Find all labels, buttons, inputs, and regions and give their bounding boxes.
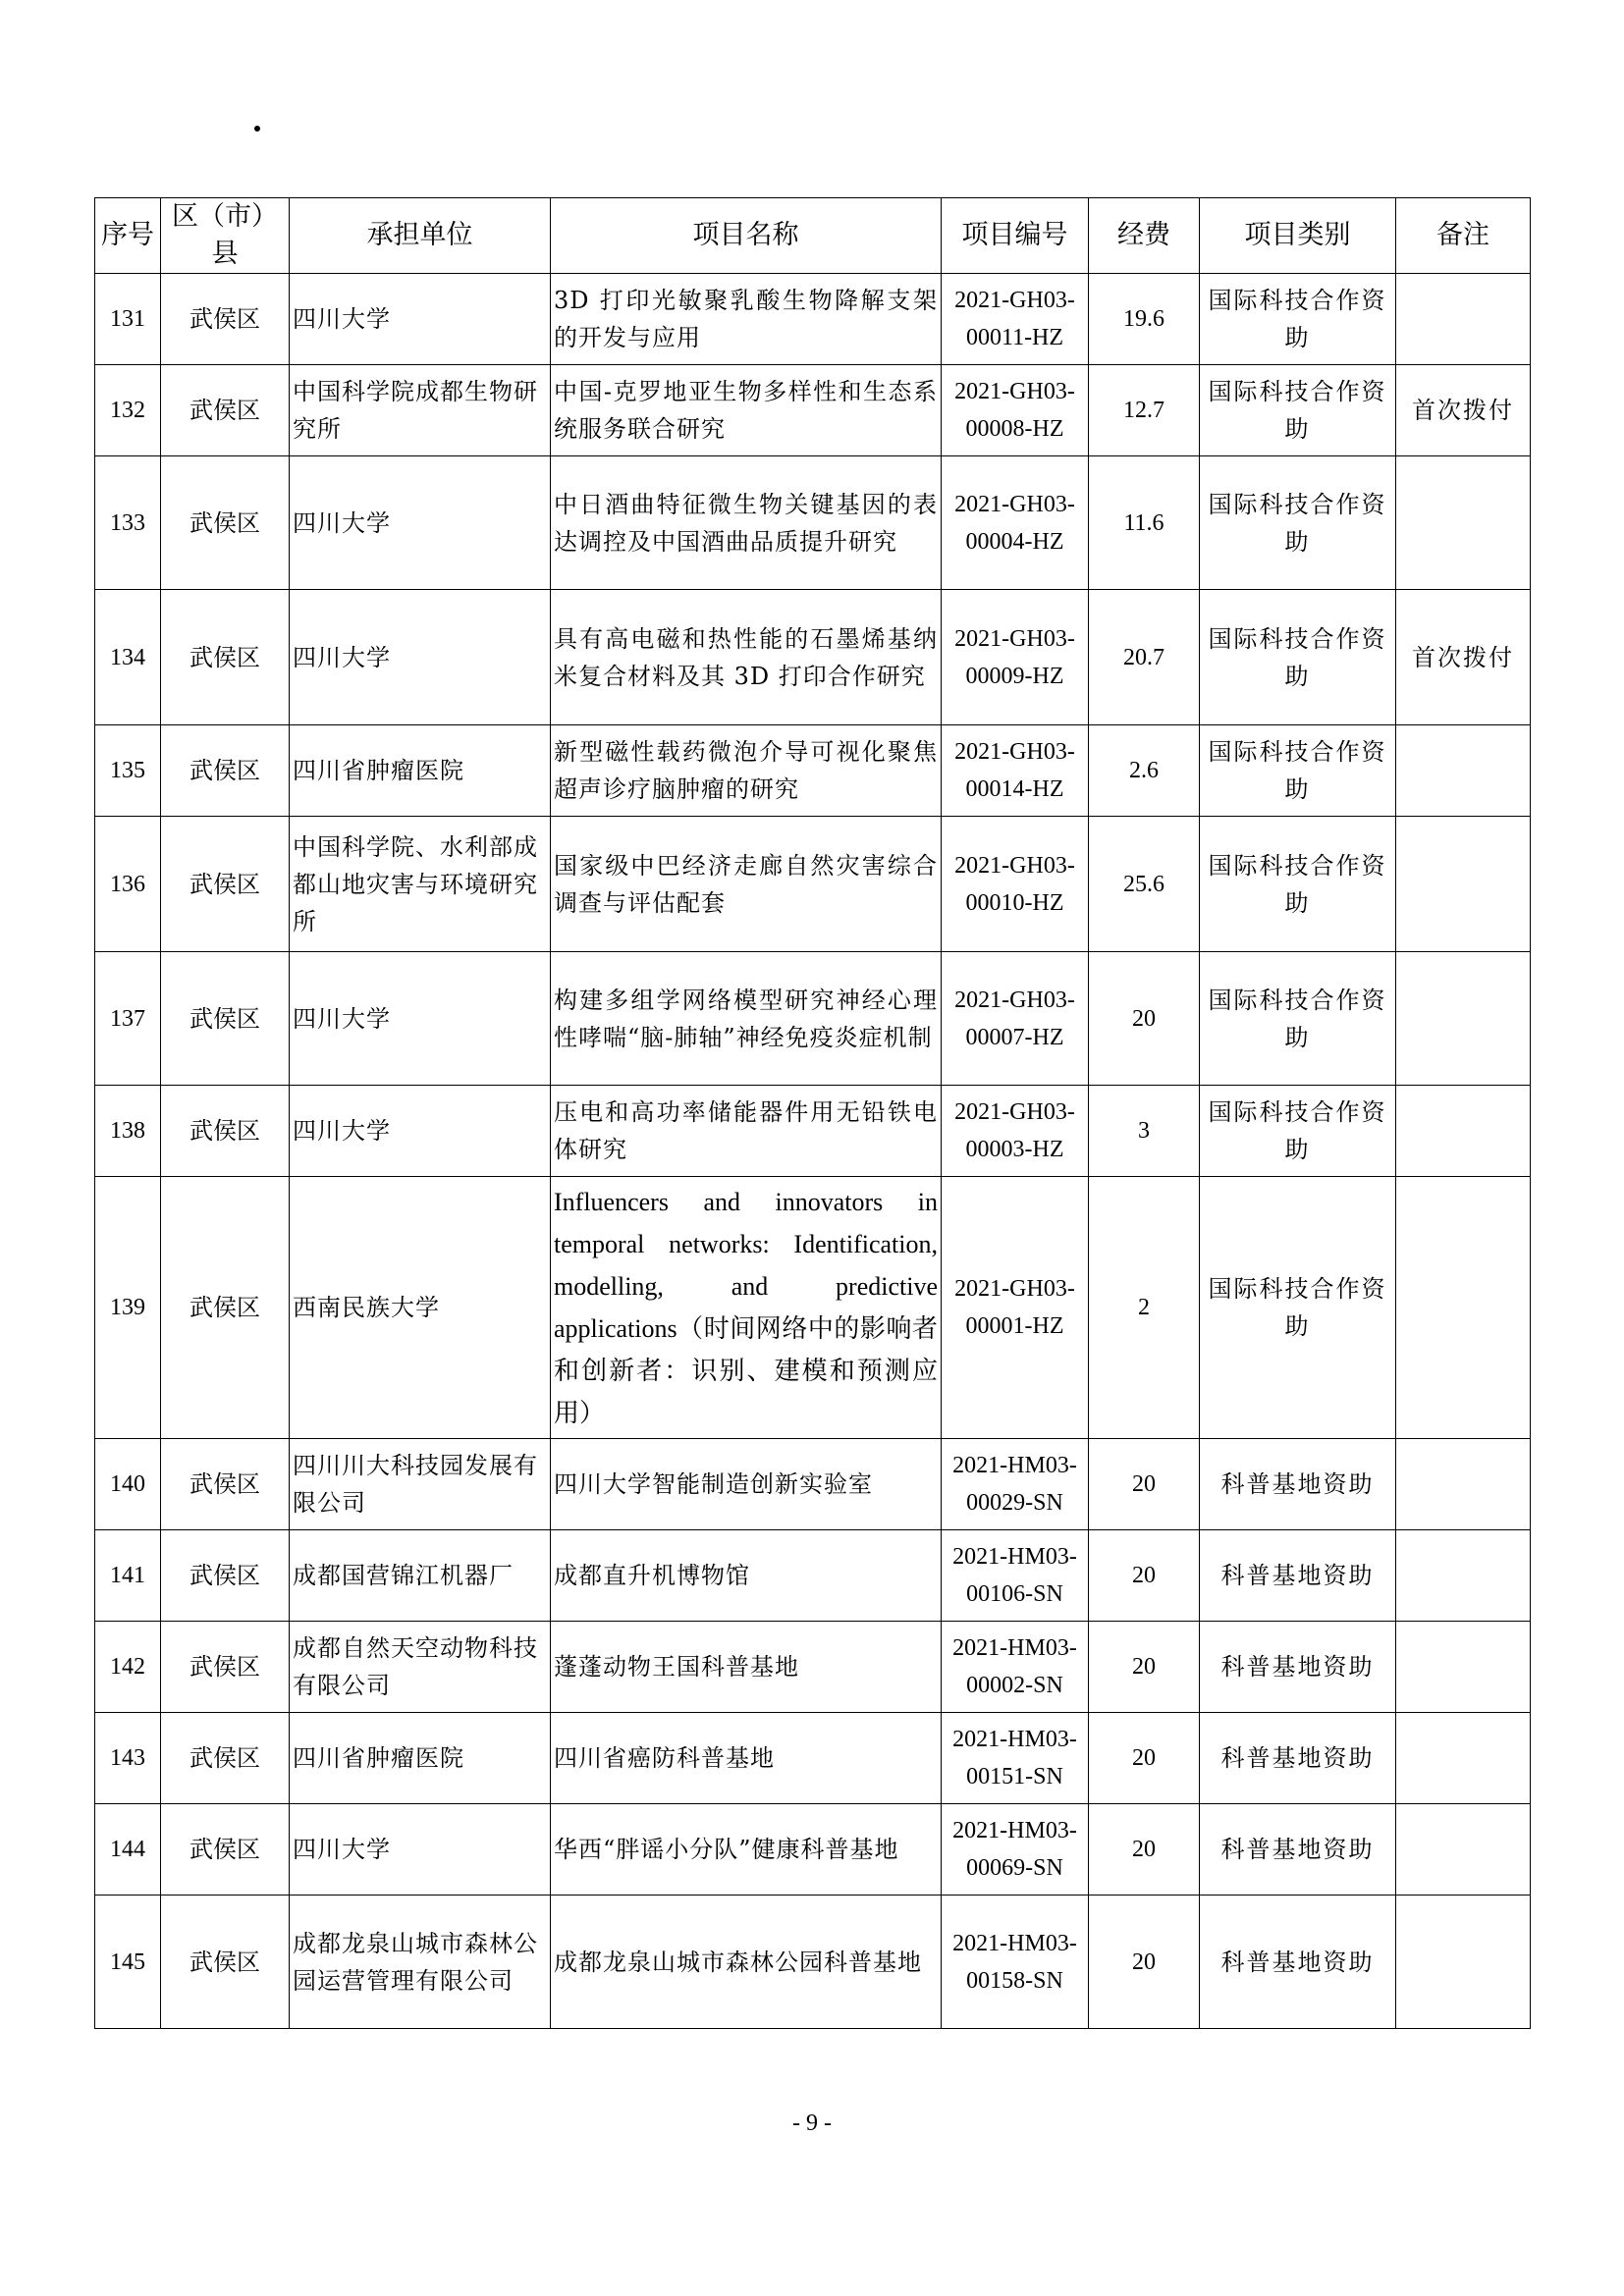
cell-project-name: 中日酒曲特征微生物关键基因的表达调控及中国酒曲品质提升研究 xyxy=(551,456,942,590)
cell-category: 国际科技合作资助 xyxy=(1200,952,1396,1086)
cell-district: 武侯区 xyxy=(161,725,290,817)
funding-table xyxy=(94,197,1531,2029)
cell-no: 136 xyxy=(95,817,161,952)
page-number: - 9 - xyxy=(792,2110,832,2136)
table-row xyxy=(95,952,1531,1086)
table-row xyxy=(95,365,1531,456)
cell-note xyxy=(1396,1177,1531,1439)
header-fee: 经费 xyxy=(1089,198,1200,274)
table-row xyxy=(95,1439,1531,1530)
cell-district: 武侯区 xyxy=(161,1713,290,1804)
cell-unit: 四川省肿瘤医院 xyxy=(290,1713,551,1804)
cell-district: 武侯区 xyxy=(161,1804,290,1896)
table-row xyxy=(95,1530,1531,1622)
cell-project-code: 2021-GH03-00007-HZ xyxy=(942,952,1089,1086)
cell-unit: 成都自然天空动物科技有限公司 xyxy=(290,1622,551,1713)
cell-fee: 25.6 xyxy=(1089,817,1200,952)
cell-note xyxy=(1396,456,1531,590)
cell-category: 科普基地资助 xyxy=(1200,1804,1396,1896)
cell-project-name: 华西“胖谣小分队”健康科普基地 xyxy=(551,1804,942,1896)
cell-note xyxy=(1396,274,1531,365)
cell-note xyxy=(1396,952,1531,1086)
cell-category: 国际科技合作资助 xyxy=(1200,817,1396,952)
cell-project-name: 中国-克罗地亚生物多样性和生态系统服务联合研究 xyxy=(551,365,942,456)
cell-project-code: 2021-HM03-00151-SN xyxy=(942,1713,1089,1804)
cell-project-name: 压电和高功率储能器件用无铅铁电体研究 xyxy=(551,1086,942,1177)
cell-category: 国际科技合作资助 xyxy=(1200,1086,1396,1177)
cell-district: 武侯区 xyxy=(161,456,290,590)
table-row xyxy=(95,1713,1531,1804)
cell-unit: 四川大学 xyxy=(290,274,551,365)
cell-note: 首次拨付 xyxy=(1396,365,1531,456)
cell-fee: 20 xyxy=(1089,1713,1200,1804)
cell-fee: 20.7 xyxy=(1089,590,1200,725)
cell-district: 武侯区 xyxy=(161,817,290,952)
cell-project-code: 2021-GH03-00004-HZ xyxy=(942,456,1089,590)
cell-district: 武侯区 xyxy=(161,1530,290,1622)
cell-unit: 四川省肿瘤医院 xyxy=(290,725,551,817)
cell-project-code: 2021-GH03-00011-HZ xyxy=(942,274,1089,365)
cell-fee: 20 xyxy=(1089,1622,1200,1713)
cell-district: 武侯区 xyxy=(161,1622,290,1713)
cell-category: 科普基地资助 xyxy=(1200,1713,1396,1804)
cell-category: 科普基地资助 xyxy=(1200,1622,1396,1713)
header-no: 序号 xyxy=(95,198,161,274)
cell-fee: 19.6 xyxy=(1089,274,1200,365)
cell-district: 武侯区 xyxy=(161,1439,290,1530)
cell-project-code: 2021-GH03-00009-HZ xyxy=(942,590,1089,725)
cell-note xyxy=(1396,1804,1531,1896)
cell-no: 139 xyxy=(95,1177,161,1439)
table-row xyxy=(95,817,1531,952)
cell-note xyxy=(1396,1622,1531,1713)
table-row xyxy=(95,456,1531,590)
table-row xyxy=(95,1086,1531,1177)
header-unit: 承担单位 xyxy=(290,198,551,274)
cell-no: 138 xyxy=(95,1086,161,1177)
cell-project-code: 2021-HM03-00069-SN xyxy=(942,1804,1089,1896)
cell-project-name: 四川大学智能制造创新实验室 xyxy=(551,1439,942,1530)
cell-project-name: 新型磁性载药微泡介导可视化聚焦超声诊疗脑肿瘤的研究 xyxy=(551,725,942,817)
cell-district: 武侯区 xyxy=(161,1177,290,1439)
cell-project-code: 2021-HM03-00002-SN xyxy=(942,1622,1089,1713)
cell-project-name: 3D 打印光敏聚乳酸生物降解支架的开发与应用 xyxy=(551,274,942,365)
cell-project-name: 成都直升机博物馆 xyxy=(551,1530,942,1622)
cell-category: 科普基地资助 xyxy=(1200,1896,1396,2029)
cell-note xyxy=(1396,817,1531,952)
cell-no: 141 xyxy=(95,1530,161,1622)
cell-no: 142 xyxy=(95,1622,161,1713)
cell-unit: 中国科学院成都生物研究所 xyxy=(290,365,551,456)
cell-fee: 3 xyxy=(1089,1086,1200,1177)
cell-project-code: 2021-HM03-00029-SN xyxy=(942,1439,1089,1530)
table-row xyxy=(95,274,1531,365)
cell-project-code: 2021-HM03-00106-SN xyxy=(942,1530,1089,1622)
cell-no: 132 xyxy=(95,365,161,456)
table-row xyxy=(95,1622,1531,1713)
cell-district: 武侯区 xyxy=(161,1086,290,1177)
cell-project-code: 2021-GH03-00010-HZ xyxy=(942,817,1089,952)
table-row xyxy=(95,725,1531,817)
header-category: 项目类别 xyxy=(1200,198,1396,274)
cell-project-name: 成都龙泉山城市森林公园科普基地 xyxy=(551,1896,942,2029)
cell-note xyxy=(1396,725,1531,817)
cell-unit: 四川大学 xyxy=(290,590,551,725)
cell-unit: 成都龙泉山城市森林公园运营管理有限公司 xyxy=(290,1896,551,2029)
cell-category: 国际科技合作资助 xyxy=(1200,274,1396,365)
table-row xyxy=(95,590,1531,725)
cell-no: 135 xyxy=(95,725,161,817)
cell-unit: 成都国营锦江机器厂 xyxy=(290,1530,551,1622)
cell-unit: 西南民族大学 xyxy=(290,1177,551,1439)
header-project-code: 项目编号 xyxy=(942,198,1089,274)
cell-fee: 20 xyxy=(1089,1804,1200,1896)
cell-project-name: 构建多组学网络模型研究神经心理性哮喘“脑-肺轴”神经免疫炎症机制 xyxy=(551,952,942,1086)
cell-no: 137 xyxy=(95,952,161,1086)
bullet-mark xyxy=(254,126,260,132)
cell-district: 武侯区 xyxy=(161,952,290,1086)
cell-no: 133 xyxy=(95,456,161,590)
cell-category: 国际科技合作资助 xyxy=(1200,725,1396,817)
table-row xyxy=(95,1177,1531,1439)
header-district: 区（市）县 xyxy=(161,198,290,274)
cell-district: 武侯区 xyxy=(161,274,290,365)
cell-project-code: 2021-GH03-00014-HZ xyxy=(942,725,1089,817)
cell-fee: 2 xyxy=(1089,1177,1200,1439)
cell-no: 143 xyxy=(95,1713,161,1804)
cell-unit: 四川大学 xyxy=(290,456,551,590)
cell-category: 国际科技合作资助 xyxy=(1200,1177,1396,1439)
cell-district: 武侯区 xyxy=(161,590,290,725)
cell-note: 首次拨付 xyxy=(1396,590,1531,725)
cell-note xyxy=(1396,1530,1531,1622)
cell-project-code: 2021-GH03-00008-HZ xyxy=(942,365,1089,456)
header-note: 备注 xyxy=(1396,198,1531,274)
cell-unit: 四川大学 xyxy=(290,1804,551,1896)
cell-fee: 12.7 xyxy=(1089,365,1200,456)
cell-category: 科普基地资助 xyxy=(1200,1439,1396,1530)
cell-project-name: 蓬蓬动物王国科普基地 xyxy=(551,1622,942,1713)
cell-note xyxy=(1396,1086,1531,1177)
cell-fee: 20 xyxy=(1089,952,1200,1086)
cell-project-code: 2021-HM03-00158-SN xyxy=(942,1896,1089,2029)
cell-fee: 2.6 xyxy=(1089,725,1200,817)
cell-unit: 中国科学院、水利部成都山地灾害与环境研究所 xyxy=(290,817,551,952)
cell-no: 140 xyxy=(95,1439,161,1530)
cell-project-name: 国家级中巴经济走廊自然灾害综合调查与评估配套 xyxy=(551,817,942,952)
cell-category: 国际科技合作资助 xyxy=(1200,456,1396,590)
header-project-name: 项目名称 xyxy=(551,198,942,274)
cell-project-code: 2021-GH03-00003-HZ xyxy=(942,1086,1089,1177)
cell-unit: 四川川大科技园发展有限公司 xyxy=(290,1439,551,1530)
cell-fee: 20 xyxy=(1089,1896,1200,2029)
table-row xyxy=(95,1804,1531,1896)
cell-no: 134 xyxy=(95,590,161,725)
cell-district: 武侯区 xyxy=(161,365,290,456)
cell-unit: 四川大学 xyxy=(290,1086,551,1177)
cell-note xyxy=(1396,1896,1531,2029)
cell-unit: 四川大学 xyxy=(290,952,551,1086)
cell-no: 131 xyxy=(95,274,161,365)
cell-fee: 11.6 xyxy=(1089,456,1200,590)
cell-district: 武侯区 xyxy=(161,1896,290,2029)
cell-note xyxy=(1396,1439,1531,1530)
cell-project-name: 具有高电磁和热性能的石墨烯基纳米复合材料及其 3D 打印合作研究 xyxy=(551,590,942,725)
table-header-row xyxy=(95,198,1531,274)
table-row xyxy=(95,1896,1531,2029)
cell-project-name: Influencers and innovators in temporal networks: Identification, modelling, and predictive applications（时间网络中的影响者和创新者：识别、建模和预测应用） xyxy=(551,1177,942,1439)
cell-no: 144 xyxy=(95,1804,161,1896)
cell-no: 145 xyxy=(95,1896,161,2029)
cell-project-code: 2021-GH03-00001-HZ xyxy=(942,1177,1089,1439)
cell-category: 科普基地资助 xyxy=(1200,1530,1396,1622)
cell-fee: 20 xyxy=(1089,1530,1200,1622)
cell-category: 国际科技合作资助 xyxy=(1200,365,1396,456)
cell-fee: 20 xyxy=(1089,1439,1200,1530)
cell-note xyxy=(1396,1713,1531,1804)
cell-category: 国际科技合作资助 xyxy=(1200,590,1396,725)
cell-project-name: 四川省癌防科普基地 xyxy=(551,1713,942,1804)
